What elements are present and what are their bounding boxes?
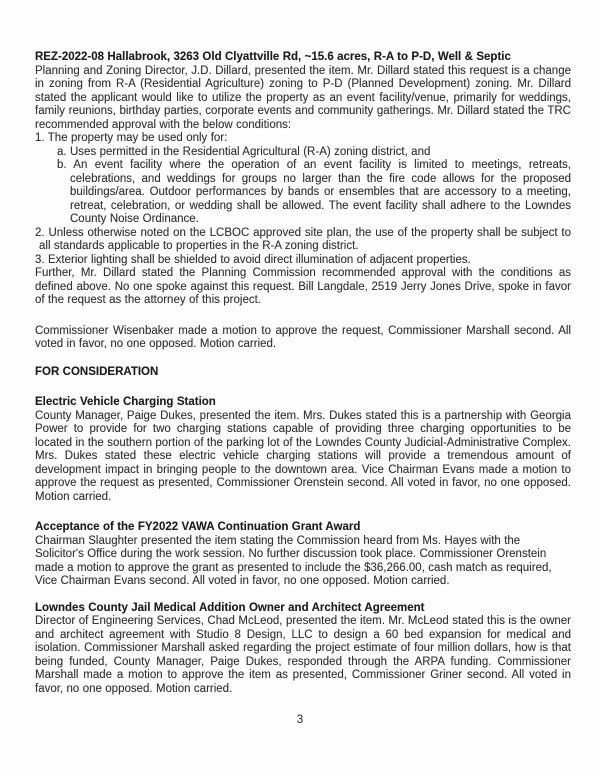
condition-text: Unless otherwise noted on the LCBOC approved site plan, the use of the property shall be subject to all standards applicable to properties in the R-A zoning district. xyxy=(39,226,571,252)
page-number: 3 xyxy=(296,714,304,726)
condition-number: b. xyxy=(57,159,67,171)
condition-item-1 xyxy=(35,132,571,146)
condition-item-2 xyxy=(35,227,571,254)
rez-item-heading: REZ-2022-08 Hallabrook, 3263 Old Clyattville Rd, ~15.6 acres, R-A to P-D, Well & Septic xyxy=(35,51,511,63)
condition-number: 1. xyxy=(35,132,45,144)
condition-text: An event facility where the operation of an event facility is limited to meetings, retreats, celebrations, and weddings for groups no larger than the fire code allows for the proposed buildings/area. Outdoor performances by bands or ensembles that are accessory to a meeting, retreat, celebration, or wedding shall be allowed. The event facility shall adhere to the Lowndes County Noise Ordinance. xyxy=(70,159,571,225)
rez-intro-paragraph: Planning and Zoning Director, J.D. Dillard, presented the item. Mr. Dillard stated this request is a change in zoning from R-A (Residential Agriculture) zoning to P-D (Planned Development) zoning. Mr. Dillard stated the applicant would like to utilize the property as an event facility/venue, primarily for weddings, family reunions, birthday parties, corporate events and community gatherings. Mr. Dillard stated the TRC recommended approval with the below conditions: xyxy=(35,64,571,131)
vawa-grant-paragraph: Chairman Slaughter presented the item stating the Commission heard from Ms. Hayes with the Solicitor's Office during the work session. No further discussion took place. Commissioner Orenstein made a motion to approve the grant as presented to include the $36,266.00, cash match as required, Vice Chairman Evans second. All voted in favor, no one opposed. Motion carried. xyxy=(35,534,552,587)
condition-item-1b xyxy=(57,159,571,227)
rez-motion-paragraph: Commissioner Wisenbaker made a motion to approve the request, Commissioner Marshall second. All voted in favor, no one opposed. Motion carried. xyxy=(35,324,571,350)
ev-charging-heading: Electric Vehicle Charging Station xyxy=(35,396,216,408)
condition-number: 2. xyxy=(35,226,45,239)
ev-charging-paragraph: County Manager, Paige Dukes, presented the item. Mrs. Dukes stated this is a partnership with Georgia Power to provide for two charging stations capable of providing three charging opportunities to be located in the southern portion of the parking lot of the Lowndes County Judicial-Administrative Complex. Mrs. Dukes stated these electric vehicle charging stations will provide a tremendous amount of development impact in bringing people to the downtown area. Vice Chairman Evans made a motion to approve the request as presented, Commissioner Orenstein second. All voted in favor, no one opposed. Motion carried. xyxy=(35,409,571,503)
condition-text: Exterior lighting shall be shielded to avoid direct illumination of adjacent properties. xyxy=(48,253,471,266)
jail-medical-heading: Lowndes County Jail Medical Addition Owner and Architect Agreement xyxy=(35,601,425,614)
vawa-grant-heading: Acceptance of the FY2022 VAWA Continuation Grant Award xyxy=(35,521,361,533)
for-consideration-heading: FOR CONSIDERATION xyxy=(35,365,159,378)
page-content xyxy=(35,51,571,696)
condition-number: a. xyxy=(57,145,67,158)
jail-medical-paragraph: Director of Engineering Services, Chad McLeod, presented the item. Mr. McLeod stated this is the owner and architect agreement with Studio 8 Design, LLC to design a 60 bed expansion for medical and isolation. Commissioner Marshall asked regarding the project estimate of four million dollars, how is that being funded, County Manager, Paige Dukes, responded through the ARPA funding. Commissioner Marshall made a motion to approve the item as presented, Commissioner Griner second. All voted in favor, no one opposed. Motion carried. xyxy=(35,615,571,695)
rez-further-paragraph: Further, Mr. Dillard stated the Planning Commission recommended approval with the conditions as defined above. No one spoke against this request. Bill Langdale, 2519 Jerry Jones Drive, spoke in favor of the request as the attorney of this project. xyxy=(35,267,571,306)
condition-item-1a xyxy=(57,146,571,160)
condition-number: 3. xyxy=(35,253,45,266)
condition-text: Uses permitted in the Residential Agricultural (R-A) zoning district, and xyxy=(70,145,431,158)
condition-item-3 xyxy=(35,254,571,268)
condition-text: The property may be used only for: xyxy=(47,132,228,144)
